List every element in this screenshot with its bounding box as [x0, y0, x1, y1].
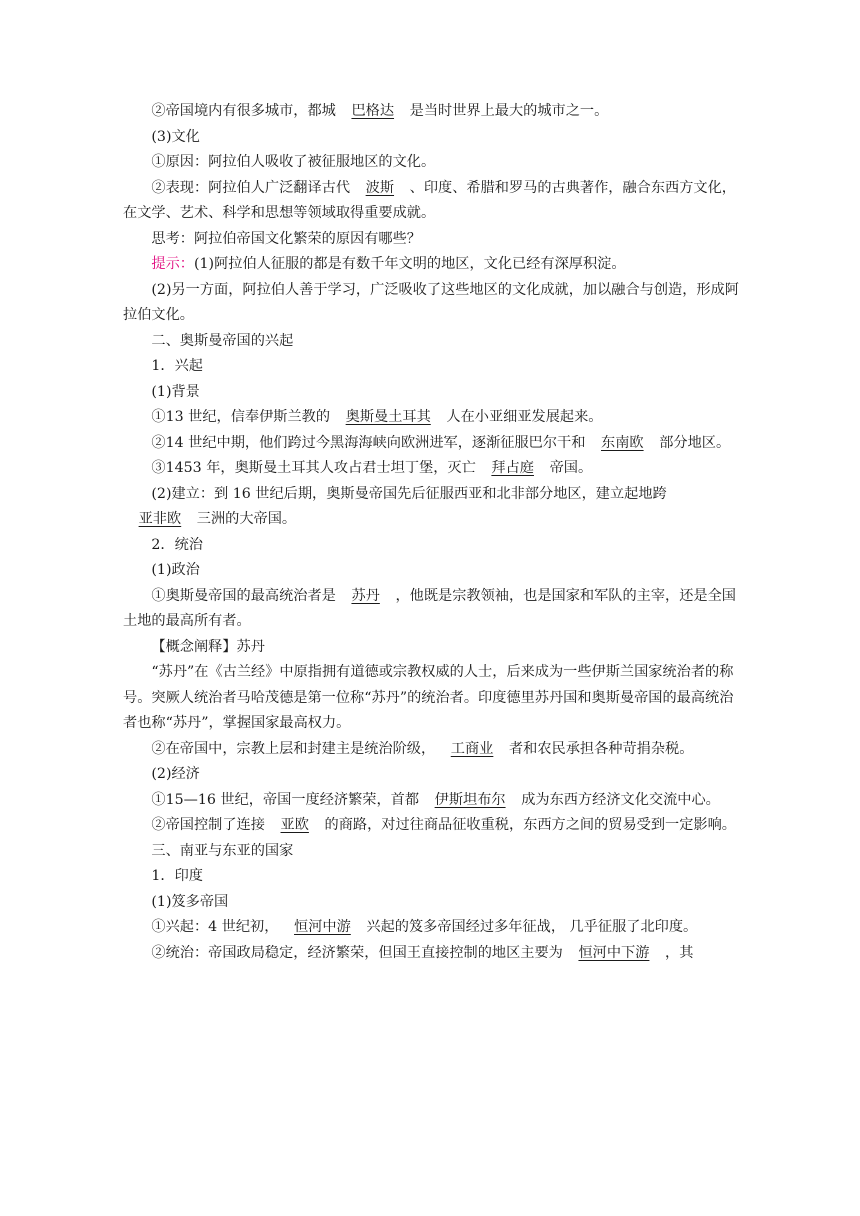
- document-page: [123, 99, 739, 966]
- concept-explanation: “苏丹”在《古兰经》中原指拥有道德或宗教权威的人士，后来成为一些伊斯兰国家统治者的称号。突厥人统治者马哈茂德是第一位称“苏丹”的统治者。印度德里苏丹国和奥斯曼帝国的最高统治者也称“苏丹”，掌握国家最高权力。: [123, 664, 734, 731]
- paragraph-culture-expression: ②表现：阿拉伯人广泛翻译古代 波斯 、印度、希腊和罗马的古典著作，融合东西方文化，在文学、艺术、科学和思想等领域取得重要成就。: [123, 179, 736, 221]
- answer-blank: 东南欧: [601, 434, 644, 451]
- subheading-india: 1．印度: [151, 868, 203, 884]
- paragraph-capital-city: ②帝国境内有很多城市，都城 巴格达 是当时世界上最大的城市之一。: [151, 103, 609, 119]
- subheading-rise: 1．兴起: [151, 358, 203, 374]
- paragraph-culture-reason: ①原因：阿拉伯人吸收了被征服地区的文化。: [151, 154, 436, 170]
- section-heading-asia: 三、南亚与东亚的国家: [151, 842, 294, 859]
- answer-blank: 恒河中游: [294, 919, 351, 935]
- answer-blank: 工商业: [450, 740, 494, 757]
- concept-heading: 【概念阐释】苏丹: [151, 638, 265, 655]
- hint-paragraph-1: 提示：(1)阿拉伯人征服的都是有数千年文明的地区，文化已经有深厚积淀。: [151, 256, 626, 272]
- subheading-politics: (1)政治: [151, 562, 200, 578]
- paragraph-14th-century: ②14 世纪中期，他们跨过今黑海海峡向欧洲进军，逐渐征服巴尔干和 东南欧 部分地区。: [151, 434, 731, 451]
- answer-blank: 伊斯坦布尔: [434, 791, 506, 808]
- paragraph-establishment: (2)建立：到 16 世纪后期，奥斯曼帝国先后征服西亚和北非部分地区，建立起地跨亚非欧 三洲的大帝国。: [123, 482, 739, 533]
- subheading-gupta: (1)笈多帝国: [151, 893, 229, 910]
- subheading-culture: (3)文化: [151, 128, 200, 145]
- answer-blank: 恒河中下游: [578, 944, 650, 961]
- answer-blank: 亚欧: [280, 817, 309, 833]
- section-heading-ottoman: 二、奥斯曼帝国的兴起: [151, 332, 294, 349]
- answer-blank: 奥斯曼土耳其: [345, 409, 431, 425]
- hint-label: 提示：: [151, 256, 194, 272]
- hint-paragraph-2: (2)另一方面，阿拉伯人善于学习，广泛吸收了这些地区的文化成就，加以融合与创造，形成阿拉伯文化。: [123, 281, 739, 323]
- paragraph-sultan: ①奥斯曼帝国的最高统治者是 苏丹 ，他既是宗教领袖，也是国家和军队的主宰，还是全国土地的最高所有者。: [123, 587, 736, 629]
- subheading-rule: 2．统治: [151, 536, 203, 553]
- paragraph-istanbul: ①15—16 世纪，帝国一度经济繁荣，首都 伊斯坦布尔 成为东西方经济文化交流中心。: [151, 791, 720, 808]
- answer-blank: 巴格达: [351, 103, 395, 119]
- paragraph-trade-route: ②帝国控制了连接 亚欧 的商路，对过往商品征收重税，东西方之间的贸易受到一定影响。: [151, 817, 736, 833]
- paragraph-1453: ③1453 年，奥斯曼土耳其人攻占君士坦丁堡，灭亡 拜占庭 帝国。: [151, 460, 593, 476]
- paragraph-13th-century: ①13 世纪，信奉伊斯兰教的 奥斯曼土耳其 人在小亚细亚发展起来。: [151, 409, 603, 425]
- answer-blank: 拜占庭: [491, 460, 534, 476]
- think-question: 思考：阿拉伯帝国文化繁荣的原因有哪些？: [151, 230, 421, 247]
- answer-blank: 苏丹: [351, 587, 380, 604]
- subheading-economy: (2)经济: [151, 766, 200, 782]
- answer-blank: 波斯: [365, 179, 395, 196]
- paragraph-gupta-rule: ②统治：帝国政局稳定，经济繁荣，但国王直接控制的地区主要为 恒河中下游 ，其: [151, 944, 694, 961]
- answer-blank: 亚非欧: [138, 511, 182, 527]
- subheading-background: (1)背景: [151, 383, 200, 400]
- paragraph-ruling-class: ②在帝国中，宗教上层和封建主是统治阶级， 工商业 者和农民承担各种苛捐杂税。: [151, 740, 694, 757]
- paragraph-gupta-rise: ①兴起：4 世纪初， 恒河中游 兴起的笈多帝国经过多年征战， 几乎征服了北印度。: [151, 919, 698, 935]
